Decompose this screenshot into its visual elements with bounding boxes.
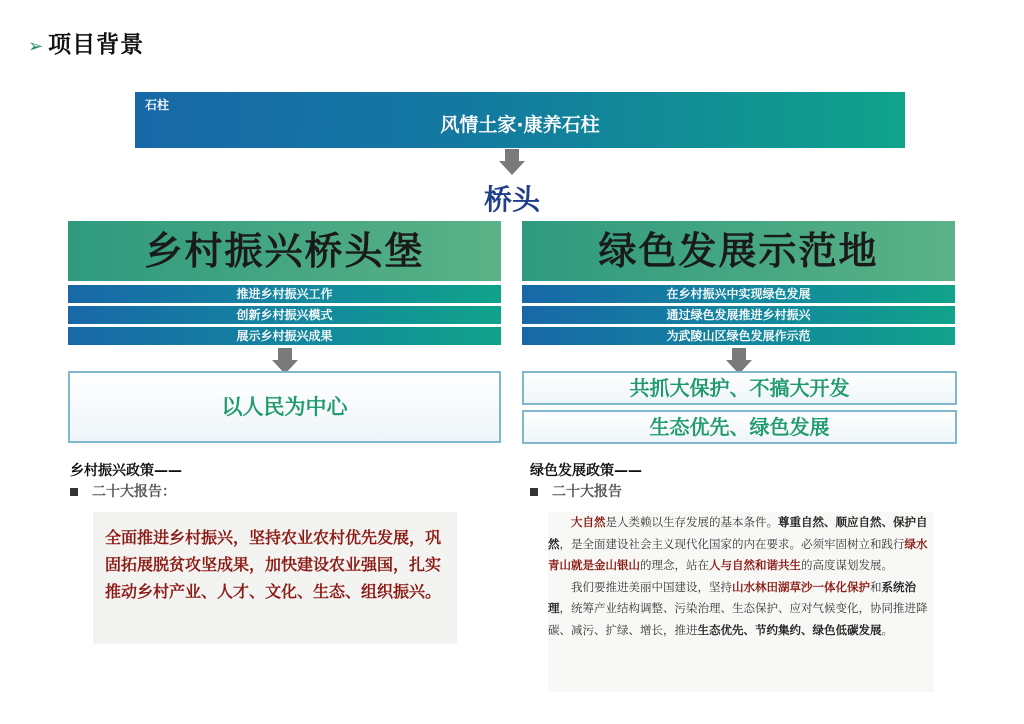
- left-heading: 乡村振兴桥头堡: [68, 221, 501, 281]
- right-policy-title: 绿色发展政策——: [530, 463, 642, 479]
- right-item-3: 为武陵山区绿色发展作示范: [522, 327, 955, 345]
- page-title-text: 项目背景: [48, 32, 145, 58]
- page-title: [28, 26, 144, 59]
- right-quote-paragraph-2: 我们要推进美丽中国建设，坚持山水林田湖草沙一体化保护和系统治理，统筹产业结构调整、污染治理、生态保护、应对气候变化，协同推进降碳、减污、扩绿、增长，推进生态优先、节约集约、绿色低碳发展。: [548, 579, 928, 637]
- right-quote-box: [548, 512, 934, 692]
- left-item-1: 推进乡村振兴工作: [68, 285, 501, 303]
- banner-title: 风情土家·康养石柱: [440, 114, 600, 136]
- left-outcome: 以人民为中心: [68, 371, 501, 443]
- banner-subtitle: 石柱: [145, 98, 170, 112]
- bridge-label: 桥头: [483, 183, 540, 216]
- right-policy-source: [530, 481, 622, 501]
- arrow-bullet-icon: ➢: [28, 36, 45, 57]
- down-arrow-icon: [499, 149, 525, 175]
- right-heading: 绿色发展示范地: [522, 221, 955, 281]
- left-policy-source-text: 二十大报告：: [92, 484, 176, 500]
- right-outcome-2: 生态优先、绿色发展: [522, 410, 957, 444]
- right-item-2: 通过绿色发展推进乡村振兴: [522, 306, 955, 324]
- square-bullet-icon: [70, 488, 78, 496]
- left-policy-source: [70, 481, 176, 501]
- right-policy-source-text: 二十大报告: [552, 484, 622, 500]
- left-policy-title: 乡村振兴政策——: [70, 463, 182, 479]
- left-quote-box: [93, 512, 457, 644]
- left-item-2: 创新乡村振兴模式: [68, 306, 501, 324]
- right-outcome-1: 共抓大保护、不搞大开发: [522, 371, 957, 405]
- right-quote-paragraph-1: 大自然是人类赖以生存发展的基本条件。尊重自然、顺应自然、保护自然，是全面建设社会主义现代化国家的内在要求。必须牢固树立和践行绿水青山就是金山银山的理念，站在人与自然和谐共生的高度谋划发展。: [548, 515, 928, 572]
- top-banner: [135, 92, 905, 148]
- left-item-3: 展示乡村振兴成果: [68, 327, 501, 345]
- left-quote-text: 全面推进乡村振兴，坚持农业农村优先发展，巩固拓展脱贫攻坚成果，加快建设农业强国，扎实推动乡村产业、人才、文化、生态、组织振兴。: [105, 528, 442, 601]
- square-bullet-icon: [530, 488, 538, 496]
- right-item-1: 在乡村振兴中实现绿色发展: [522, 285, 955, 303]
